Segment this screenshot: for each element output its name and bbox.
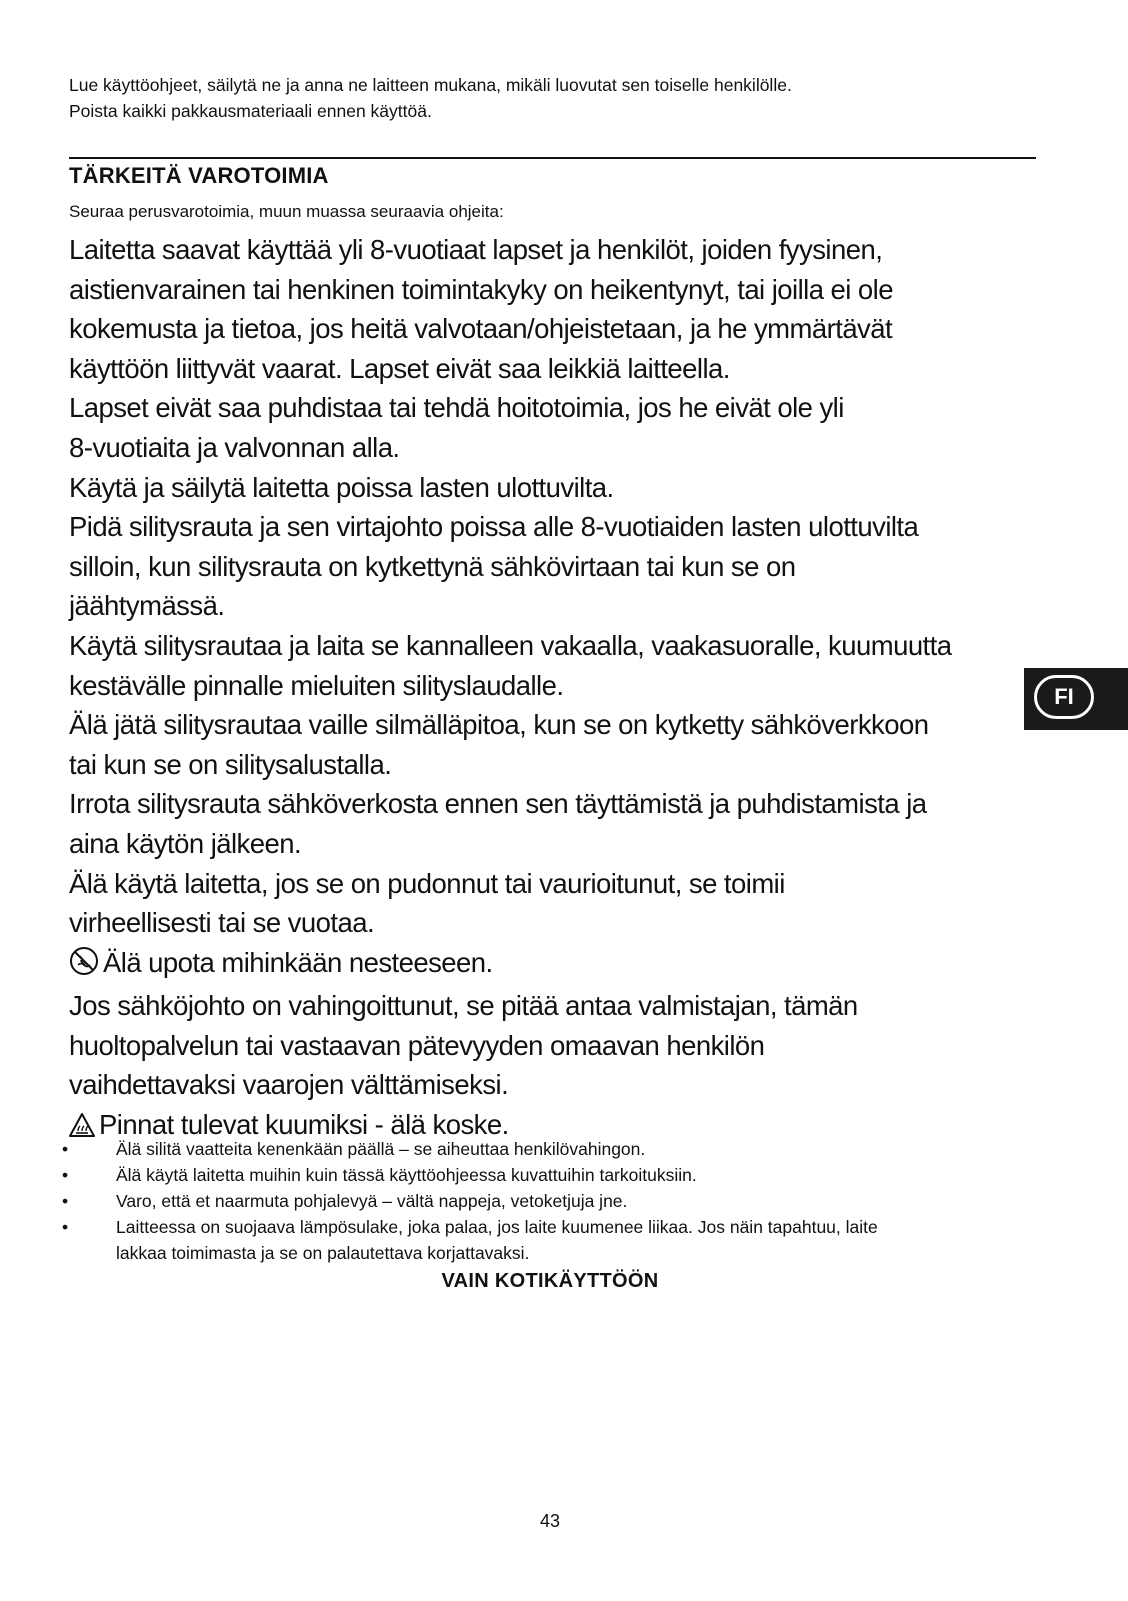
- warning-line: huoltopalvelun tai vastaavan pätevyyden omaavan henkilön: [69, 1029, 765, 1061]
- bullet-mark: •: [62, 1165, 69, 1185]
- bullet-text: Älä silitä vaatteita kenenkään päällä – se aiheuttaa henkilövahingon.: [116, 1139, 646, 1159]
- list-item: [62, 1162, 1032, 1188]
- warning-line: Laitetta saavat käyttää yli 8-vuotiaat lapset ja henkilöt, joiden fyysinen,: [69, 234, 883, 265]
- list-item: [62, 1214, 1032, 1266]
- intro-text: [69, 72, 1029, 124]
- section-heading: TÄRKEITÄ VAROTOIMIA: [69, 163, 329, 188]
- warning-line: aina käytön jälkeen.: [69, 827, 302, 859]
- warning-line: jäähtymässä.: [69, 590, 225, 622]
- bullet-text: lakkaa toimimasta ja se on palautettava korjattavaksi.: [116, 1243, 530, 1263]
- warning-line: Irrota silitysrauta sähköverkosta ennen sen täyttämistä ja puhdistamista ja: [69, 788, 927, 820]
- bullet-list: [62, 1136, 1032, 1266]
- language-tab: [1024, 668, 1128, 730]
- warning-line: Jos sähköjohto on vahingoittunut, se pitää antaa valmistajan, tämän: [69, 990, 858, 1022]
- warning-line-no-immerse: [69, 943, 1029, 987]
- list-item: [62, 1188, 1032, 1214]
- section-divider: [69, 157, 1036, 159]
- warning-line: virheellisesti tai se vuotaa.: [69, 907, 375, 939]
- warning-line: Käytä silitysrautaa ja laita se kannalleen vakaalla, vaakasuoralle, kuumuutta: [69, 629, 952, 661]
- bullet-text: Laitteessa on suojaava lämpösulake, joka palaa, jos laite kuumenee liikaa. Jos näin tapahtuu, laite: [116, 1217, 878, 1237]
- warning-line: Käytä ja säilytä laitetta poissa lasten ulottuvilta.: [69, 471, 614, 503]
- bullet-text: Älä käytä laitetta muihin kuin tässä käyttöohjeessa kuvattuihin tarkoituksiin.: [116, 1165, 697, 1185]
- language-badge: FI: [1034, 675, 1094, 719]
- bullet-mark: •: [62, 1191, 69, 1211]
- list-item: [62, 1136, 1032, 1162]
- no-immersion-icon: [69, 946, 99, 987]
- bullet-text: Varo, että et naarmuta pohjalevyä – vältä nappeja, vetoketjuja jne.: [116, 1191, 628, 1211]
- warning-line: Lapset eivät saa puhdistaa tai tehdä hoitotoimia, jos he eivät ole yli: [69, 392, 844, 424]
- warning-line: kokemusta ja tietoa, jos heitä valvotaan/ohjeistetaan, ja he ymmärtävät: [69, 313, 893, 345]
- warning-line: käyttöön liittyvät vaarat. Lapset eivät saa leikkiä laitteella.: [69, 352, 730, 384]
- warning-line: Älä jätä silitysrautaa vaille silmälläpitoa, kun se on kytketty sähköverkkoon: [69, 709, 929, 741]
- bullet-mark: •: [62, 1217, 69, 1237]
- warning-line: tai kun se on silitysalustalla.: [69, 748, 392, 780]
- warning-line: aistienvarainen tai henkinen toimintakyky on heikentynyt, tai joilla ei ole: [69, 273, 893, 305]
- warning-line: vaihdettavaksi vaarojen välttämiseksi.: [69, 1069, 509, 1101]
- warnings-text: [69, 230, 1029, 1149]
- page-number: 43: [539, 1511, 561, 1531]
- bullet-mark: •: [62, 1139, 69, 1159]
- warning-line: 8-vuotiaita ja valvonnan alla.: [69, 431, 400, 463]
- no-immerse-text: Älä upota mihinkään nesteeseen.: [103, 946, 493, 978]
- intro-line: Poista kaikki pakkausmateriaali ennen käyttöä.: [69, 101, 432, 121]
- warning-line: Älä käytä laitetta, jos se on pudonnut tai vaurioitunut, se toimii: [69, 867, 785, 899]
- intro-line: Lue käyttöohjeet, säilytä ne ja anna ne laitteen mukana, mikäli luovutat sen toiselle henkilölle.: [69, 75, 792, 95]
- hot-surface-text: Pinnat tulevat kuumiksi - älä koske.: [99, 1109, 509, 1141]
- warning-line: silloin, kun silitysrauta on kytkettynä sähkövirtaan tai kun se on: [69, 550, 796, 582]
- footer-note: VAIN KOTIKÄYTTÖÖN: [441, 1270, 659, 1292]
- section-subheading: Seuraa perusvarotoimia, muun muassa seuraavia ohjeita:: [69, 202, 504, 221]
- warning-line: kestävälle pinnalle mieluiten silityslaudalle.: [69, 669, 564, 701]
- warning-line: Pidä silitysrauta ja sen virtajohto poissa alle 8-vuotiaiden lasten ulottuvilta: [69, 511, 919, 543]
